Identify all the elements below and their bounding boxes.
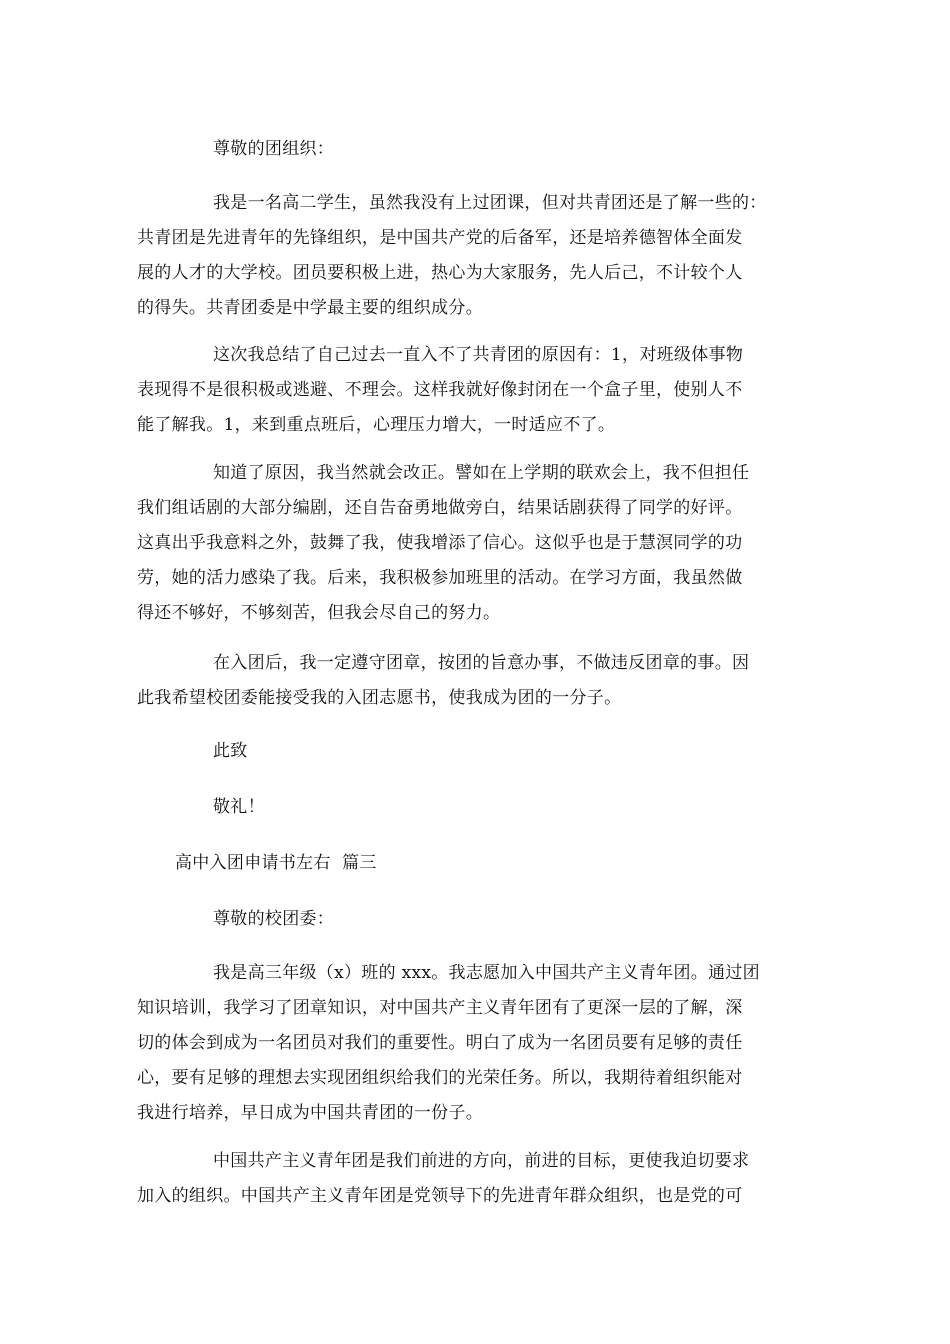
paragraph-line: 中国共产主义青年团是我们前进的方向，前进的目标，更使我迫切要求 [213, 1151, 750, 1171]
paragraph-line: 我是高三年级（x）班的 xxx。我志愿加入中国共产主义青年团。通过团 [213, 963, 760, 983]
paragraph-1 [137, 186, 819, 326]
paragraph-line: 劳，她的活力感染了我。后来，我积极参加班里的活动。在学习方面，我虽然做 [137, 568, 743, 588]
paragraph-line: 这次我总结了自己过去一直入不了共青团的原因有：1，对班级体事物 [213, 345, 744, 365]
salutation-1-text: 尊敬的团组织： [213, 139, 335, 159]
paragraph-line: 能了解我。1，来到重点班后，心理压力增大，一时适应不了。 [137, 415, 616, 435]
paragraph-4 [137, 646, 819, 716]
paragraph-line: 切的体会到成为一名团员对我们的重要性。明白了成为一名团员要有足够的责任 [137, 1033, 743, 1053]
paragraph-6 [137, 1144, 819, 1214]
paragraph-line: 表现得不是很积极或逃避、不理会。这样我就好像封闭在一个盒子里，使别人不 [137, 380, 743, 400]
paragraph-line: 在入团后，我一定遵守团章，按团的旨意办事，不做违反团章的事。因 [213, 653, 750, 673]
paragraph-line: 这真出乎我意料之外，鼓舞了我，使我增添了信心。这似乎也是于慧溟同学的功 [137, 533, 743, 553]
paragraph-line: 加入的组织。中国共产主义青年团是党领导下的先进青年群众组织，也是党的可 [137, 1186, 743, 1206]
paragraph-3 [137, 456, 819, 631]
paragraph-line: 心，要有足够的理想去实现团组织给我们的光荣任务。所以，我期待着组织能对 [137, 1068, 743, 1088]
salutation-2 [137, 902, 819, 937]
paragraph-line: 得还不够好，不够刻苦，但我会尽自己的努力。 [137, 603, 501, 623]
paragraph-line: 我是一名高二学生，虽然我没有上过团课，但对共青团还是了解一些的： [213, 193, 767, 213]
paragraph-line: 展的人才的大学校。团员要积极上进，热心为大家服务，先人后己，不计较个人 [137, 263, 743, 283]
paragraph-line: 我进行培养，早日成为中国共青团的一份子。 [137, 1103, 483, 1123]
paragraph-line: 共青团是先进青年的先锋组织，是中国共产党的后备军，还是培养德智体全面发 [137, 228, 743, 248]
salutation-2-text: 尊敬的校团委： [213, 909, 335, 929]
closing-2 [137, 790, 819, 825]
paragraph-5 [137, 956, 819, 1131]
paragraph-line: 知道了原因，我当然就会改正。譬如在上学期的联欢会上，我不但担任 [213, 463, 750, 483]
section-title-text: 高中入团申请书左右 篇三 [175, 853, 377, 873]
paragraph-line: 知识培训，我学习了团章知识，对中国共产主义青年团有了更深一层的了解，深 [137, 998, 743, 1018]
closing-1 [137, 734, 819, 769]
paragraph-2 [137, 338, 819, 443]
paragraph-line: 此我希望校团委能接受我的入团志愿书，使我成为团的一分子。 [137, 688, 622, 708]
paragraph-line: 我们组话剧的大部分编剧，还自告奋勇地做旁白，结果话剧获得了同学的好评。 [137, 498, 743, 518]
salutation-1 [137, 132, 819, 167]
paragraph-line: 的得失。共青团委是中学最主要的组织成分。 [137, 298, 483, 318]
closing-1-text: 此致 [213, 741, 248, 761]
section-title [137, 846, 819, 881]
closing-2-text: 敬礼！ [213, 797, 265, 817]
